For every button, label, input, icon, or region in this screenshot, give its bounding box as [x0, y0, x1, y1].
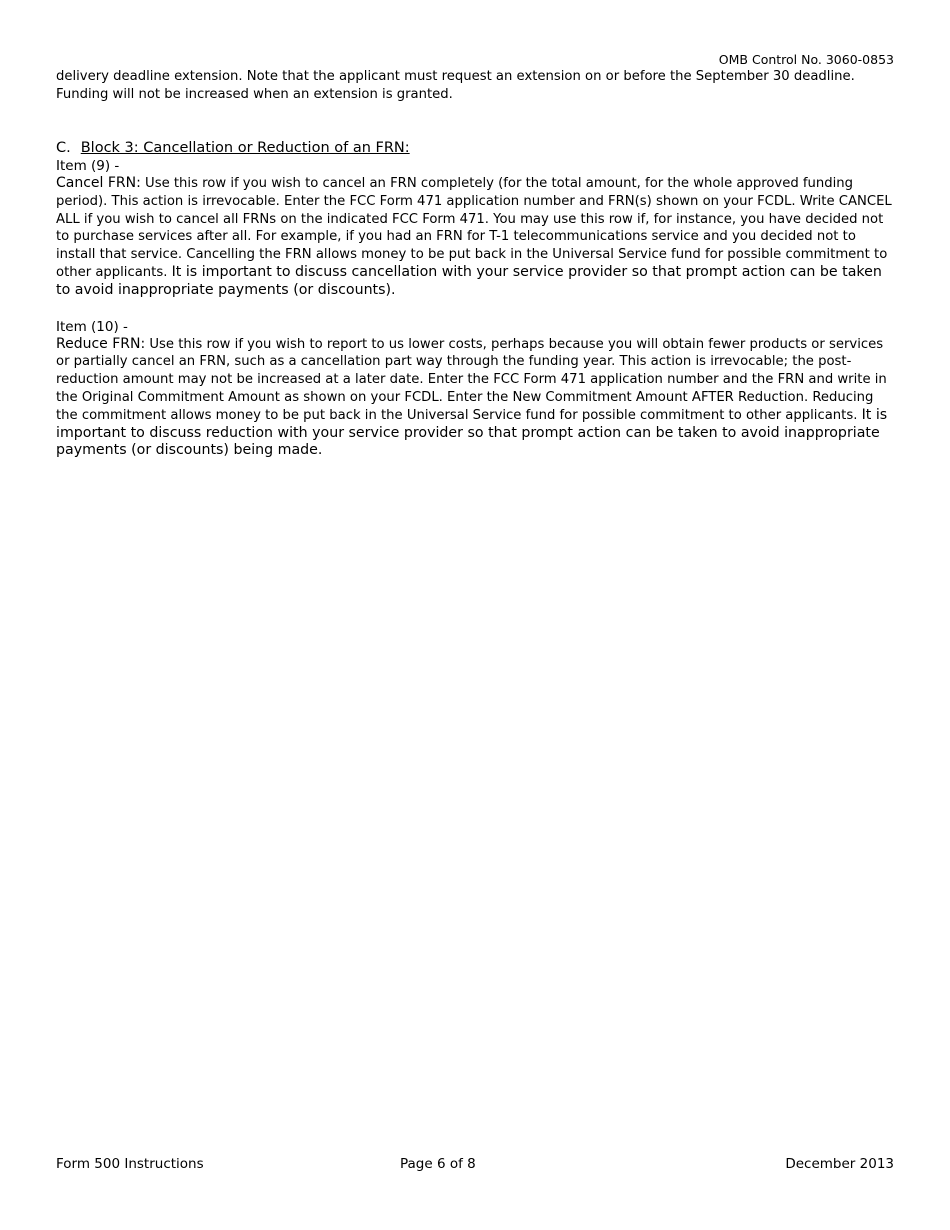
omb-control-number: OMB Control No. 3060-0853 [718, 52, 894, 67]
item-9-label: Item (9) - [56, 158, 120, 174]
continuation-paragraph [56, 68, 898, 104]
section-heading [56, 139, 898, 157]
item-9-tail: It is important to discuss cancellation with your service provider so that prompt action can be taken to avoid inappropriate payments (or discounts). [56, 263, 882, 298]
item-10-tail: It is important to discuss reduction with your service provider so that prompt action can be taken to avoid inappropriate payments (or discounts) being made. [56, 406, 888, 459]
item-9-paragraph [56, 175, 898, 300]
item-10-label: Item (10) - [56, 318, 128, 335]
item-10-body: Use this row if you wish to report to us lower costs, perhaps because you will obtain fewer products or services or partially cancel an FRN, such as a cancellation part way through the funding year. This action is irrevocable; the post-reduction amount may not be increased at a later date. Enter the FCC Form 471 application number and the FRN and write in the Original Commitment Amount as shown on your FCDL. Enter the New Commitment Amount AFTER Reduction. Reducing the commitment allows money to be put back in the Universal Service fund for possible commitment to other applicants. [56, 336, 887, 423]
section-letter: C. [56, 140, 71, 156]
continuation-text: delivery deadline extension. Note that the applicant must request an extension on or before the September 30 deadline. Funding will not be increased when an extension is granted. [56, 69, 855, 102]
item-9-lead: Cancel FRN: [56, 175, 141, 191]
section-c [56, 139, 898, 460]
footer-page-number: Page 6 of 8 [400, 1156, 476, 1172]
item-10-paragraph [56, 336, 898, 461]
section-title: Block 3: Cancellation or Reduction of an FRN: [80, 140, 410, 156]
footer-date: December 2013 [785, 1156, 894, 1172]
item-9-body: Use this row if you wish to cancel an FRN completely (for the total amount, for the whole approved funding period). This action is irrevocable. Enter the FCC Form 471 application number and FRN(s) shown on your FCDL. Write CANCEL ALL if you wish to cancel all FRNs on the indicated FCC Form 471. You may use this row if, for instance, you have decided not to purchase services after all. For example, if you had an FRN for T-1 telecommunications service and you decided not to install that service. Cancelling the FRN allows money to be put back in the Universal Service fund for possible commitment to other applicants. [56, 176, 892, 280]
page-footer [56, 1155, 894, 1173]
footer-form-name: Form 500 Instructions [56, 1156, 204, 1172]
item-10-lead: Reduce FRN: [56, 335, 146, 352]
paragraph-spacer [56, 300, 898, 318]
